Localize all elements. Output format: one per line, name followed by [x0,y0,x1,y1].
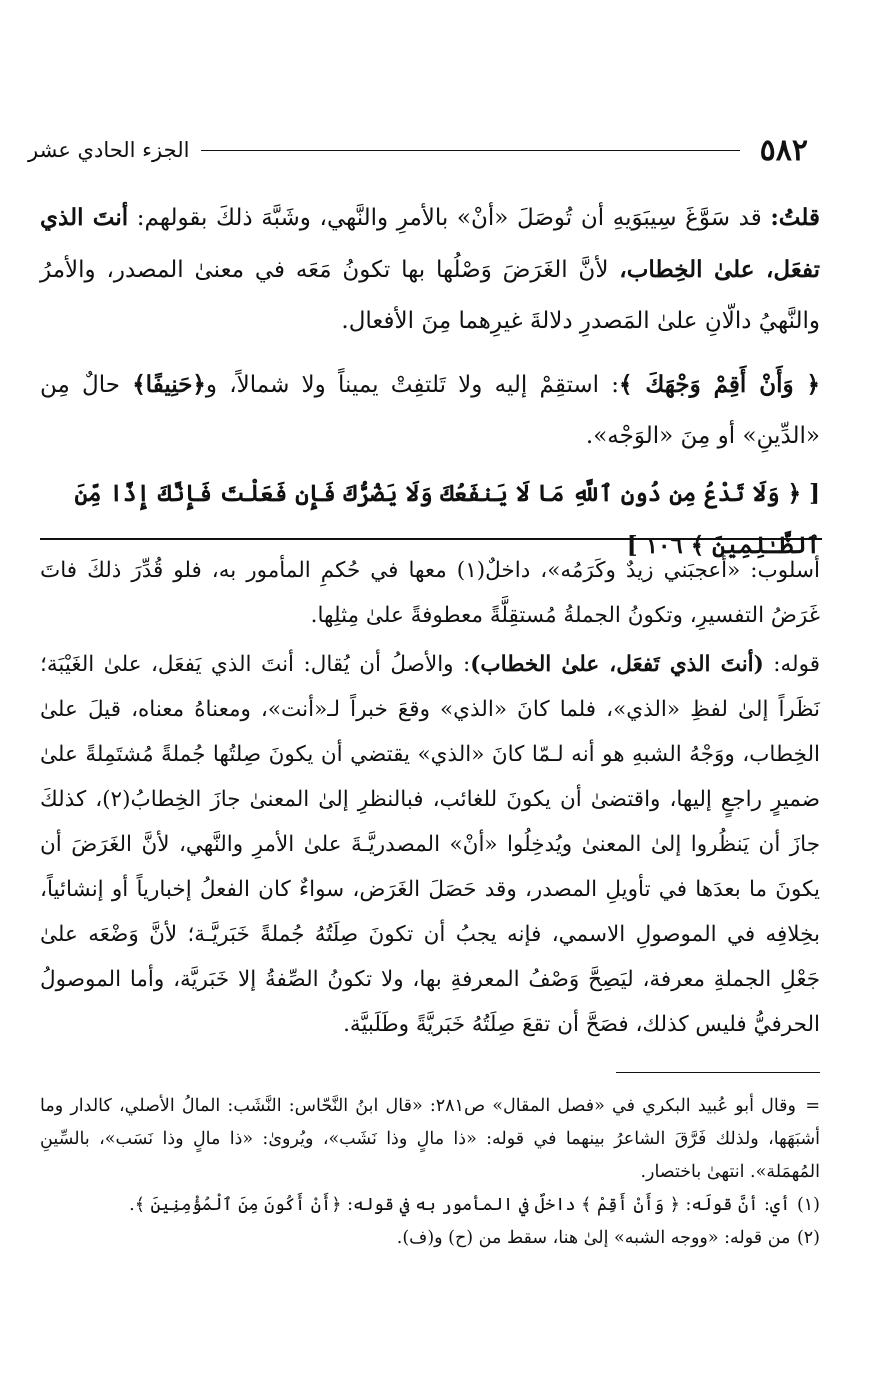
footnote-1: (١) أي: أنَّ قولَه: ﴿ وَأَنْ أَقِمْ ﴾ داخلٌ في المأمور به في قوله: ﴿أَنْ أَكُونَ مِنَ ٱلْمُؤْمِنِينَ ﴾. [40,1189,820,1222]
header-rule [201,150,739,151]
main-paragraph-2: ﴿ وَأَنْ أَقِمْ وَجْهَكَ ﴾: استقِمْ إليه ولا تَلتفِتْ يميناً ولا شمالاً، و﴿حَنِيفًا﴾ حالٌ مِن «الدِّينِ» أو مِنَ «الوَجْه». [40,371,820,449]
main-divider [40,538,822,540]
commentary-paragraph-2: قوله: (أنتَ الذي تَفعَل، علىٰ الخطاب): والأصلُ أن يُقال: أنتَ الذي يَفعَل، علىٰ الغَيْبَة؛ نَظَراً إلىٰ لفظِ «الذي»، فلما كانَ «الذي» وقعَ خبراً لـ«أنت»، ومعناهُ معناه، قيلَ علىٰ الخِطاب، ووَجْهُ الشبهِ هو أنه لـمّا كانَ «الذي» يقتضي أن يكونَ صِلتُها جُملةً مُشتَمِلةً علىٰ ضميرٍ راجعٍ إليها، واقتضىٰ أن يكونَ للغائب، فبالنظرِ إلىٰ المعنىٰ جازَ الخِطابُ(٢)، كذلكَ جازَ أن يَنظُروا إلىٰ المعنىٰ ويُدخِلُوا «أنْ» المصدريَّـةَ علىٰ الأمرِ والنَّهي، لأنَّ الغَرَضَ أن يكونَ ما بعدَها في تأويلِ المصدر، وقد حَصَلَ الغَرَض، سواءٌ كان الفعلُ إخبارياً أو إنشائياً، بخِلافِه في الموصولِ الاسمي، فإنه يجبُ أن تكونَ صِلَتُهُ جُملةً خَبَريَّـة؛ لأنَّ وَضْعَه علىٰ جَعْلِ الجملةِ معرفة، ليَصِحَّ وَصْفُ المعرفةِ بها، ولا تكونُ الصِّفةُ إلا خَبَريَّة، وأما الموصولُ الحرفيُّ فليس كذلك، فصَحَّ أن تقعَ صِلَتُهُ خَبَريَّةً وطَلَبيَّة. [40,652,820,1037]
qultu-label: قلتُ: [770,204,820,231]
commentary-bold-phrase: (أنتَ الذي تَفعَل، علىٰ الخطاب) [470,652,764,677]
quran-quote: ﴿ وَأَنْ أَقِمْ وَجْهَكَ ﴾ [619,371,820,398]
footnote-divider [616,1072,820,1073]
main-text [40,192,820,462]
footnote-1-mark: (١) [796,1195,820,1215]
footnote-2: (٢) من قوله: «ووجه الشبه» إلىٰ هنا، سقط من (ح) و(ف). [40,1222,820,1255]
page-header [28,128,808,172]
footnote-2-mark: (٢) [796,1228,820,1248]
commentary-paragraph-1: أسلوب: «أعجبَني زيدٌ وكَرَمُه»، داخلٌ(١) معها في حُكمِ المأمور به، فلو قُدِّرَ ذلكَ فاتَ غَرَضُ التفسيرِ، وتكونُ الجملةُ مُستقِلَّةً معطوفةً علىٰ مِثلِها. [40,558,820,628]
quran-quote-2: ﴿حَنِيفًا﴾ [132,371,206,398]
page-number: ٥٨٢ [759,132,808,168]
main-paragraph-1: قلتُ: قد سَوَّغَ سِيبَوَيهِ أن تُوصَلَ «أنْ» بالأمرِ والنَّهي، وشَبَّهَ ذلكَ بقولهم: أنتَ الذي تفعَل، علىٰ الخِطاب، لأنَّ الغَرَضَ وَصْلُها بها تكونُ مَعَه في معنىٰ المصدر، والأمرُ والنَّهيُ دالّانِ علىٰ المَصدرِ دلالةَ غيرِهما مِنَ الأفعال. [40,204,820,334]
footnotes [40,1090,820,1255]
verse-line: [ ﴿ وَلَا تَدْعُ مِن دُونِ ٱللَّهِ مَا لَا يَنفَعُكَ وَلَا يَضُرُّكَ فَإِن فَعَلْتَ فَإِنَّكَ إِذًا مِّنَ ٱلظَّـٰلِمِينَ ﴾ ١٠٦ ] [74,480,820,559]
continuation-mark: = [805,1096,820,1116]
commentary [40,548,820,1047]
bold-phrase: أنتَ الذي تفعَل، علىٰ الخِطاب، [40,204,820,283]
footnote-continuation: =وقال أبو عُبيد البكري في «فصل المقال» ص٢٨١: «قال ابنُ النَّحّاس: النَّشَب: المالُ الأصلي، كالدار وما أشبَهَها، ولذلك فَرَّقَ الشاعرُ بينهما في قوله: «ذا مالٍ وذا نَشَب»، ويُروىٰ: «ذا مالٍ وذا نَسَب»، بالسِّينِ المُهمَلة». انتهىٰ باختصار. [40,1090,820,1189]
running-title: الجزء الحادي عشر [28,138,190,162]
